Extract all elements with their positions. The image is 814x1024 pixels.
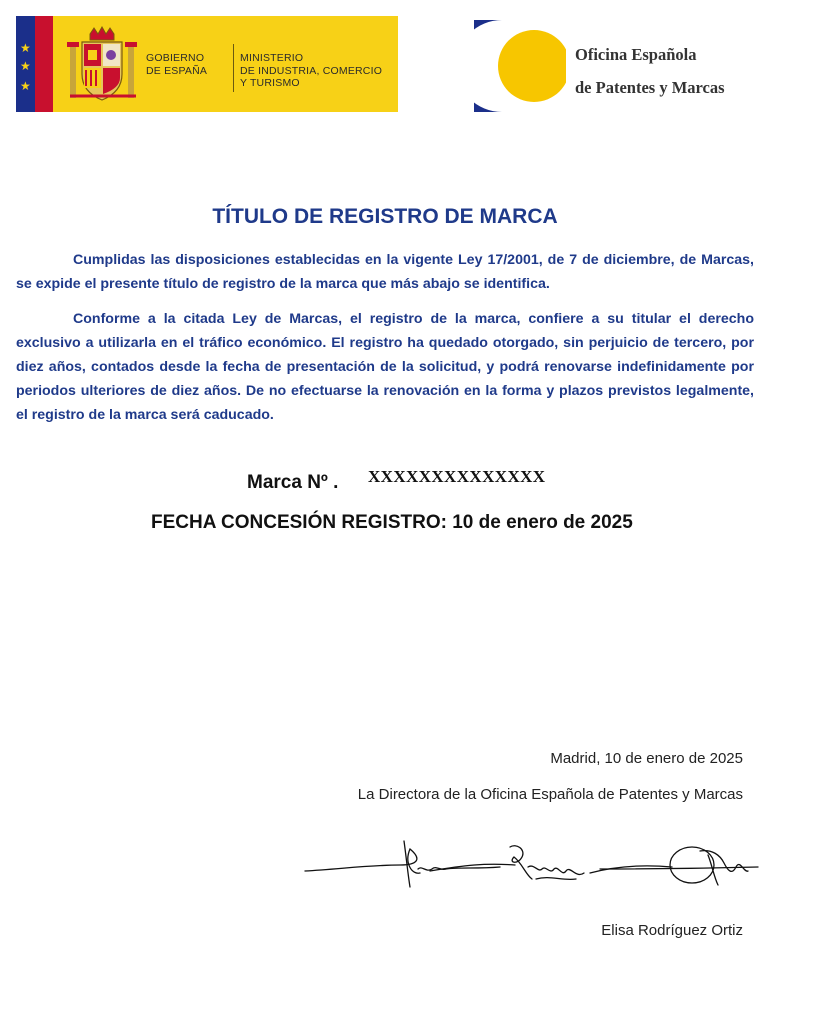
place-date: Madrid, 10 de enero de 2025 (550, 750, 743, 767)
ministry-label: MINISTERIO DE INDUSTRIA, COMERCIO Y TURISMO (240, 52, 383, 89)
spain-flag-band (35, 16, 53, 112)
marca-label: Marca Nº . (247, 472, 339, 493)
coat-of-arms-icon (64, 26, 140, 106)
signature-icon (300, 835, 760, 905)
document-title: TÍTULO DE REGISTRO DE MARCA (212, 205, 558, 228)
star-icon: ★ (20, 59, 31, 73)
marca-number: XXXXXXXXXXXXXX (368, 467, 546, 486)
intro-paragraph: Cumplidas las disposiciones establecidas en la vigente Ley 17/2001, de 7 de diciembre, de Marcas, se expide el presente título de registro de la marca que más abajo se identifica. (16, 252, 754, 292)
concession-date: FECHA CONCESIÓN REGISTRO: 10 de enero de 2025 (151, 512, 633, 533)
star-icon: ★ (20, 41, 31, 55)
eu-flag-strip (16, 16, 35, 112)
divider (233, 44, 234, 92)
signer-role: La Directora de la Oficina Española de Patentes y Marcas (357, 786, 743, 803)
government-banner (16, 16, 398, 112)
government-label: GOBIERNO DE ESPAÑA (146, 52, 208, 77)
office-name: Oficina Española de Patentes y Marcas (575, 45, 725, 97)
signer-name: Elisa Rodríguez Ortiz (601, 922, 743, 939)
oepm-logo-icon (474, 20, 566, 112)
rights-paragraph: Conforme a la citada Ley de Marcas, el registro de la marca, confiere a su titular el derecho exclusivo a utilizarla en el tráfico económico. El registro ha quedado otorgado, sin perjuicio de tercero, por diez años, contados desde la fecha de presentación de la solicitud, y podrá renovarse indefinidamente por periodos ulteriores de diez años. De no efectuarse la renovación en la forma y plazos previstos legalmente, el registro de la marca será caducado. (16, 311, 754, 423)
star-icon: ★ (20, 79, 31, 93)
